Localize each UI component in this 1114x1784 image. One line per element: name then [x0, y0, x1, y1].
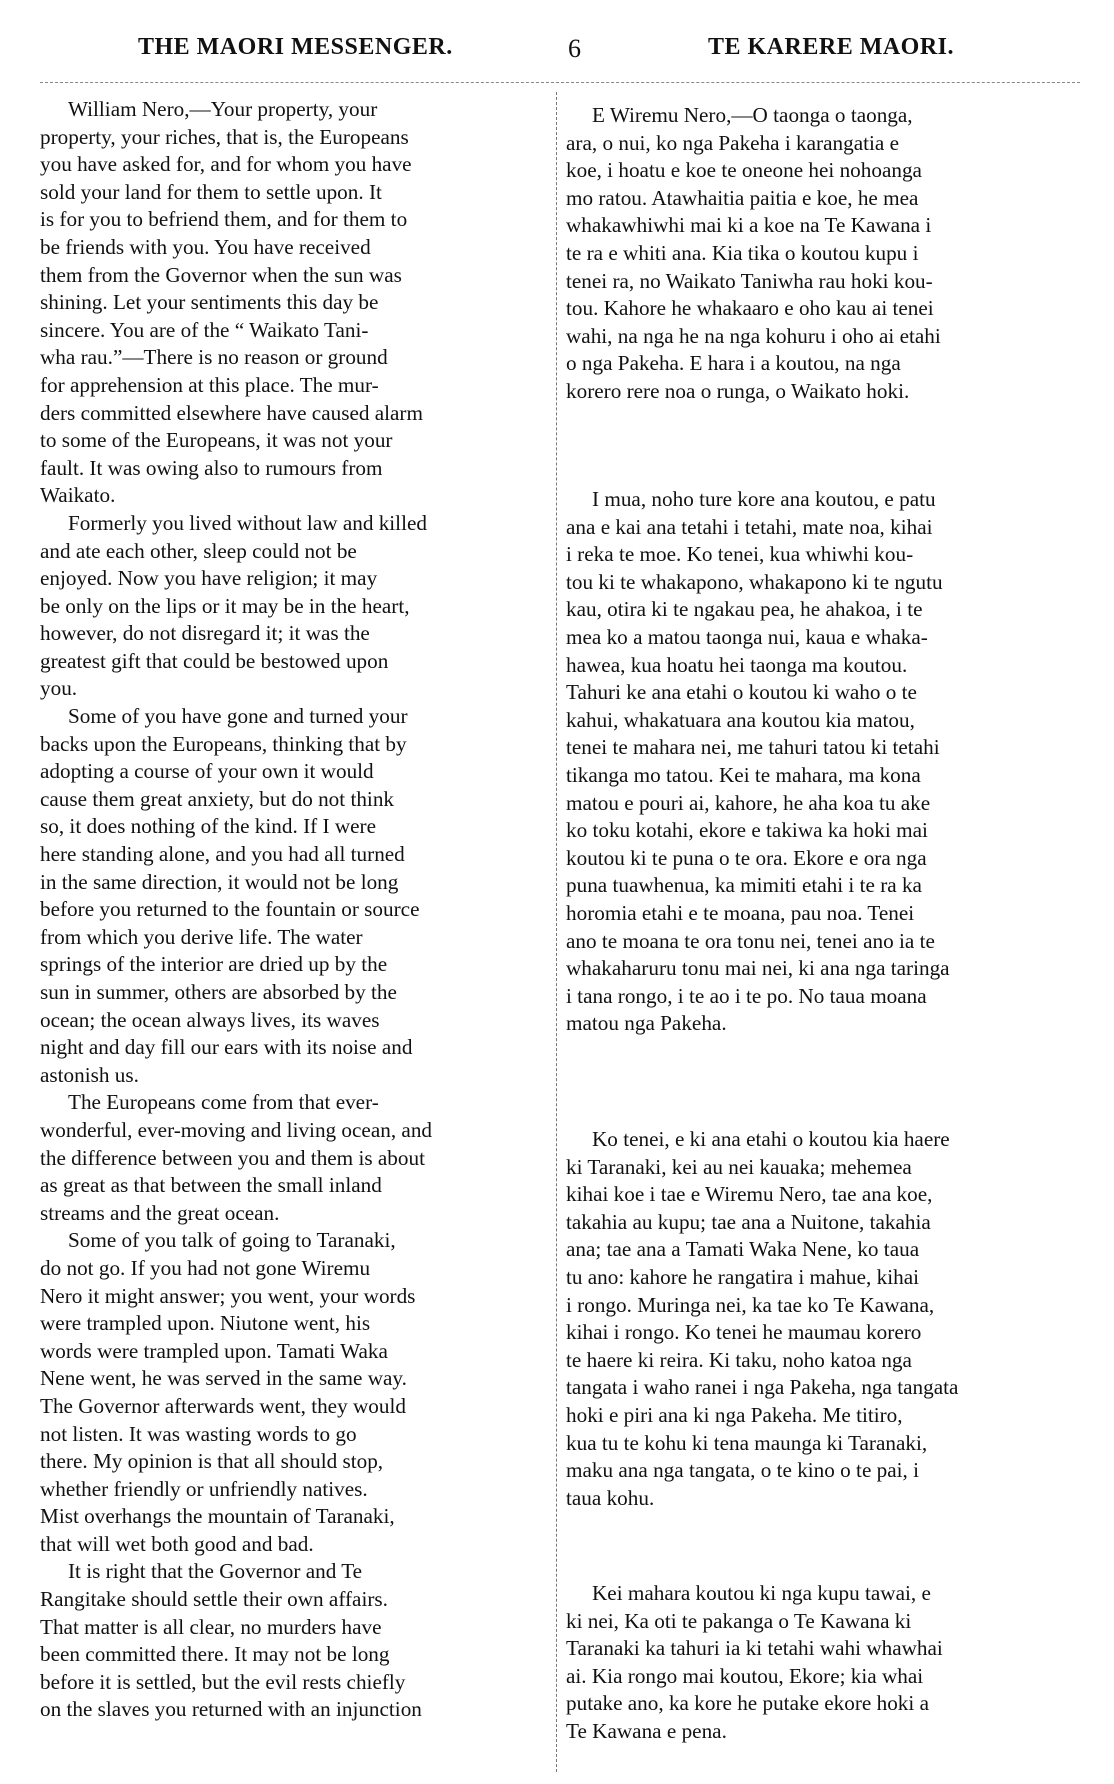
maori-paragraph: E Wiremu Nero,—O taonga o taonga, ara, o nui, ko nga Pakeha i karangatia e koe, i hoatu e koe te oneone hei nohoanga mo ratou. Atawhaitia paitia e koe, he mea whakawhiwhi mai ki a koe na Te Kawana i te ra e whiti ana. Kia tika o koutou kupu i tenei ra, no Waikato Taniwha rau hoki kou- tou. Kahore he whakaaro e oho kau ai tenei wahi, na nga he na nga kohuru i oho ai etahi o nga Pakeha. E hara i a koutou, na nga korero rere noa o runga, o Waikato hoki. [566, 103, 941, 403]
english-paragraph: The Europeans come from that ever- wonderful, ever-moving and living ocean, and the difference between you and them is about as great as that between the small inland streams and the great ocean. [40, 1090, 433, 1225]
maori-paragraph: I mua, noho ture kore ana koutou, e patu ana e kai ana tetahi i tetahi, mate noa, kihai i reka te moe. Ko tenei, kua whiwhi kou- tou ki te whakapono, whakapono ki te ngutu kau, otira ki te ngakau pea, he ahakoa, i te mea ko a matou taonga nui, kaua e whaka- hawea, kua hoatu hei taonga ma koutou. Tahuri ke ana etahi o koutou ki waho o te kahui, whakatuara ana koutou kia matou, tenei te mahara nei, me tahuri tatou ki tetahi tikanga mo tatou. Kei te mahara, ma kona matou e pouri ai, kahore, he aha koa tu ake ko toku kotahi, ekore e takiwa ka hoki mai koutou ki te puna o te ora. Ekore e ora nga puna tuawhenua, ka mimiti etahi i te ra ka horomia etahi e te moana, pau noa. Tenei ano te moana te ora tonu nei, tenei ano ia te whakaharuru tonu mai nei, ki ana nga taringa i tana rongo, i te ao i te po. No taua moana matou nga Pakeha. [566, 487, 950, 1036]
english-column [40, 96, 551, 1724]
english-paragraph: Some of you talk of going to Taranaki, do not go. If you had not gone Wiremu Nero it might answer; you went, your words were trampled upon. Niutone went, his words were trampled upon. Tamati Waka Nene went, he was served in the same way. The Governor afterwards went, they would not listen. It was wasting words to go there. My opinion is that all should stop, whether friendly or unfriendly natives. Mist overhangs the mountain of Taranaki, that will wet both good and bad. [40, 1228, 416, 1556]
maori-paragraph: Ko tenei, e ki ana etahi o koutou kia haere ki Taranaki, kei au nei kauaka; mehemea kihai koe i tae e Wiremu Nero, tae ana koe, takahia au kupu; tae ana a Nuitone, takahia ana; tae ana a Tamati Waka Nene, ko taua tu ano: kahore he rangatira i mahue, kihai i rongo. Muringa nei, ka tae ko Te Kawana, kihai i rongo. Ko tenei he maumau korero te haere ki reira. Ki taku, noho katoa nga tangata i waho ranei i nga Pakeha, nga tangata hoki e piri ana ki nga Pakeha. Me titiro, kua tu te kohu ki tena maunga ki Taranaki, maku ana nga tangata, o te kino o te pai, i taua kohu. [566, 1127, 959, 1510]
header-rule [40, 82, 1080, 83]
english-paragraph: It is right that the Governor and Te Rangitake should settle their own affairs. That matter is all clear, no murders have been committed there. It may not be long before it is settled, but the evil rests chiefly on the slaves you returned with an injunction [40, 1559, 422, 1722]
page-number: 6 [568, 34, 582, 63]
maori-title: TE KARERE MAORI. [708, 34, 955, 60]
english-paragraph: William Nero,—Your property, your property, your riches, that is, the Europeans you have asked for, and for whom you have sold your land for them to settle upon. It is for you to befriend them, and for them to be friends with you. You have received them from the Governor when the sun was shining. Let your sentiments this day be sincere. You are of the “ Waikato Tani- wha rau.”—There is no reason or ground for apprehension at this place. The mur- ders committed elsewhere have caused alarm to some of the Europeans, it was not your fault. It was owing also to rumours from Waikato. [40, 97, 423, 508]
column-divider [556, 92, 557, 1772]
english-paragraph: Formerly you lived without law and killed and ate each other, sleep could not be enjoyed. Now you have religion; it may be only on the lips or it may be in the heart, however, do not disregard it; it was the greatest gift that could be bestowed upon you. [40, 510, 427, 701]
english-title: THE MAORI MESSENGER. [138, 34, 453, 60]
maori-paragraph: Kei mahara koutou ki nga kupu tawai, e ki nei, Ka oti te pakanga o Te Kawana ki Taranaki ka tahuri ia ki tetahi wahi whawhai ai. Kia rongo mai koutou, Ekore; kia whai putake ano, ka kore he putake ekore hoki a Te Kawana e pena. [566, 1581, 943, 1743]
page-header [0, 34, 1114, 74]
english-paragraph: Some of you have gone and turned your backs upon the Europeans, thinking that by adopting a course of your own it would cause them great anxiety, but do not think so, it does nothing of the kind. If I were here standing alone, and you had all turned in the same direction, it would not be long before you returned to the fountain or source from which you derive life. The water springs of the interior are dried up by the sun in summer, others are absorbed by the ocean; the ocean always lives, its waves night and day fill our ears with its noise and astonish us. [40, 704, 420, 1087]
